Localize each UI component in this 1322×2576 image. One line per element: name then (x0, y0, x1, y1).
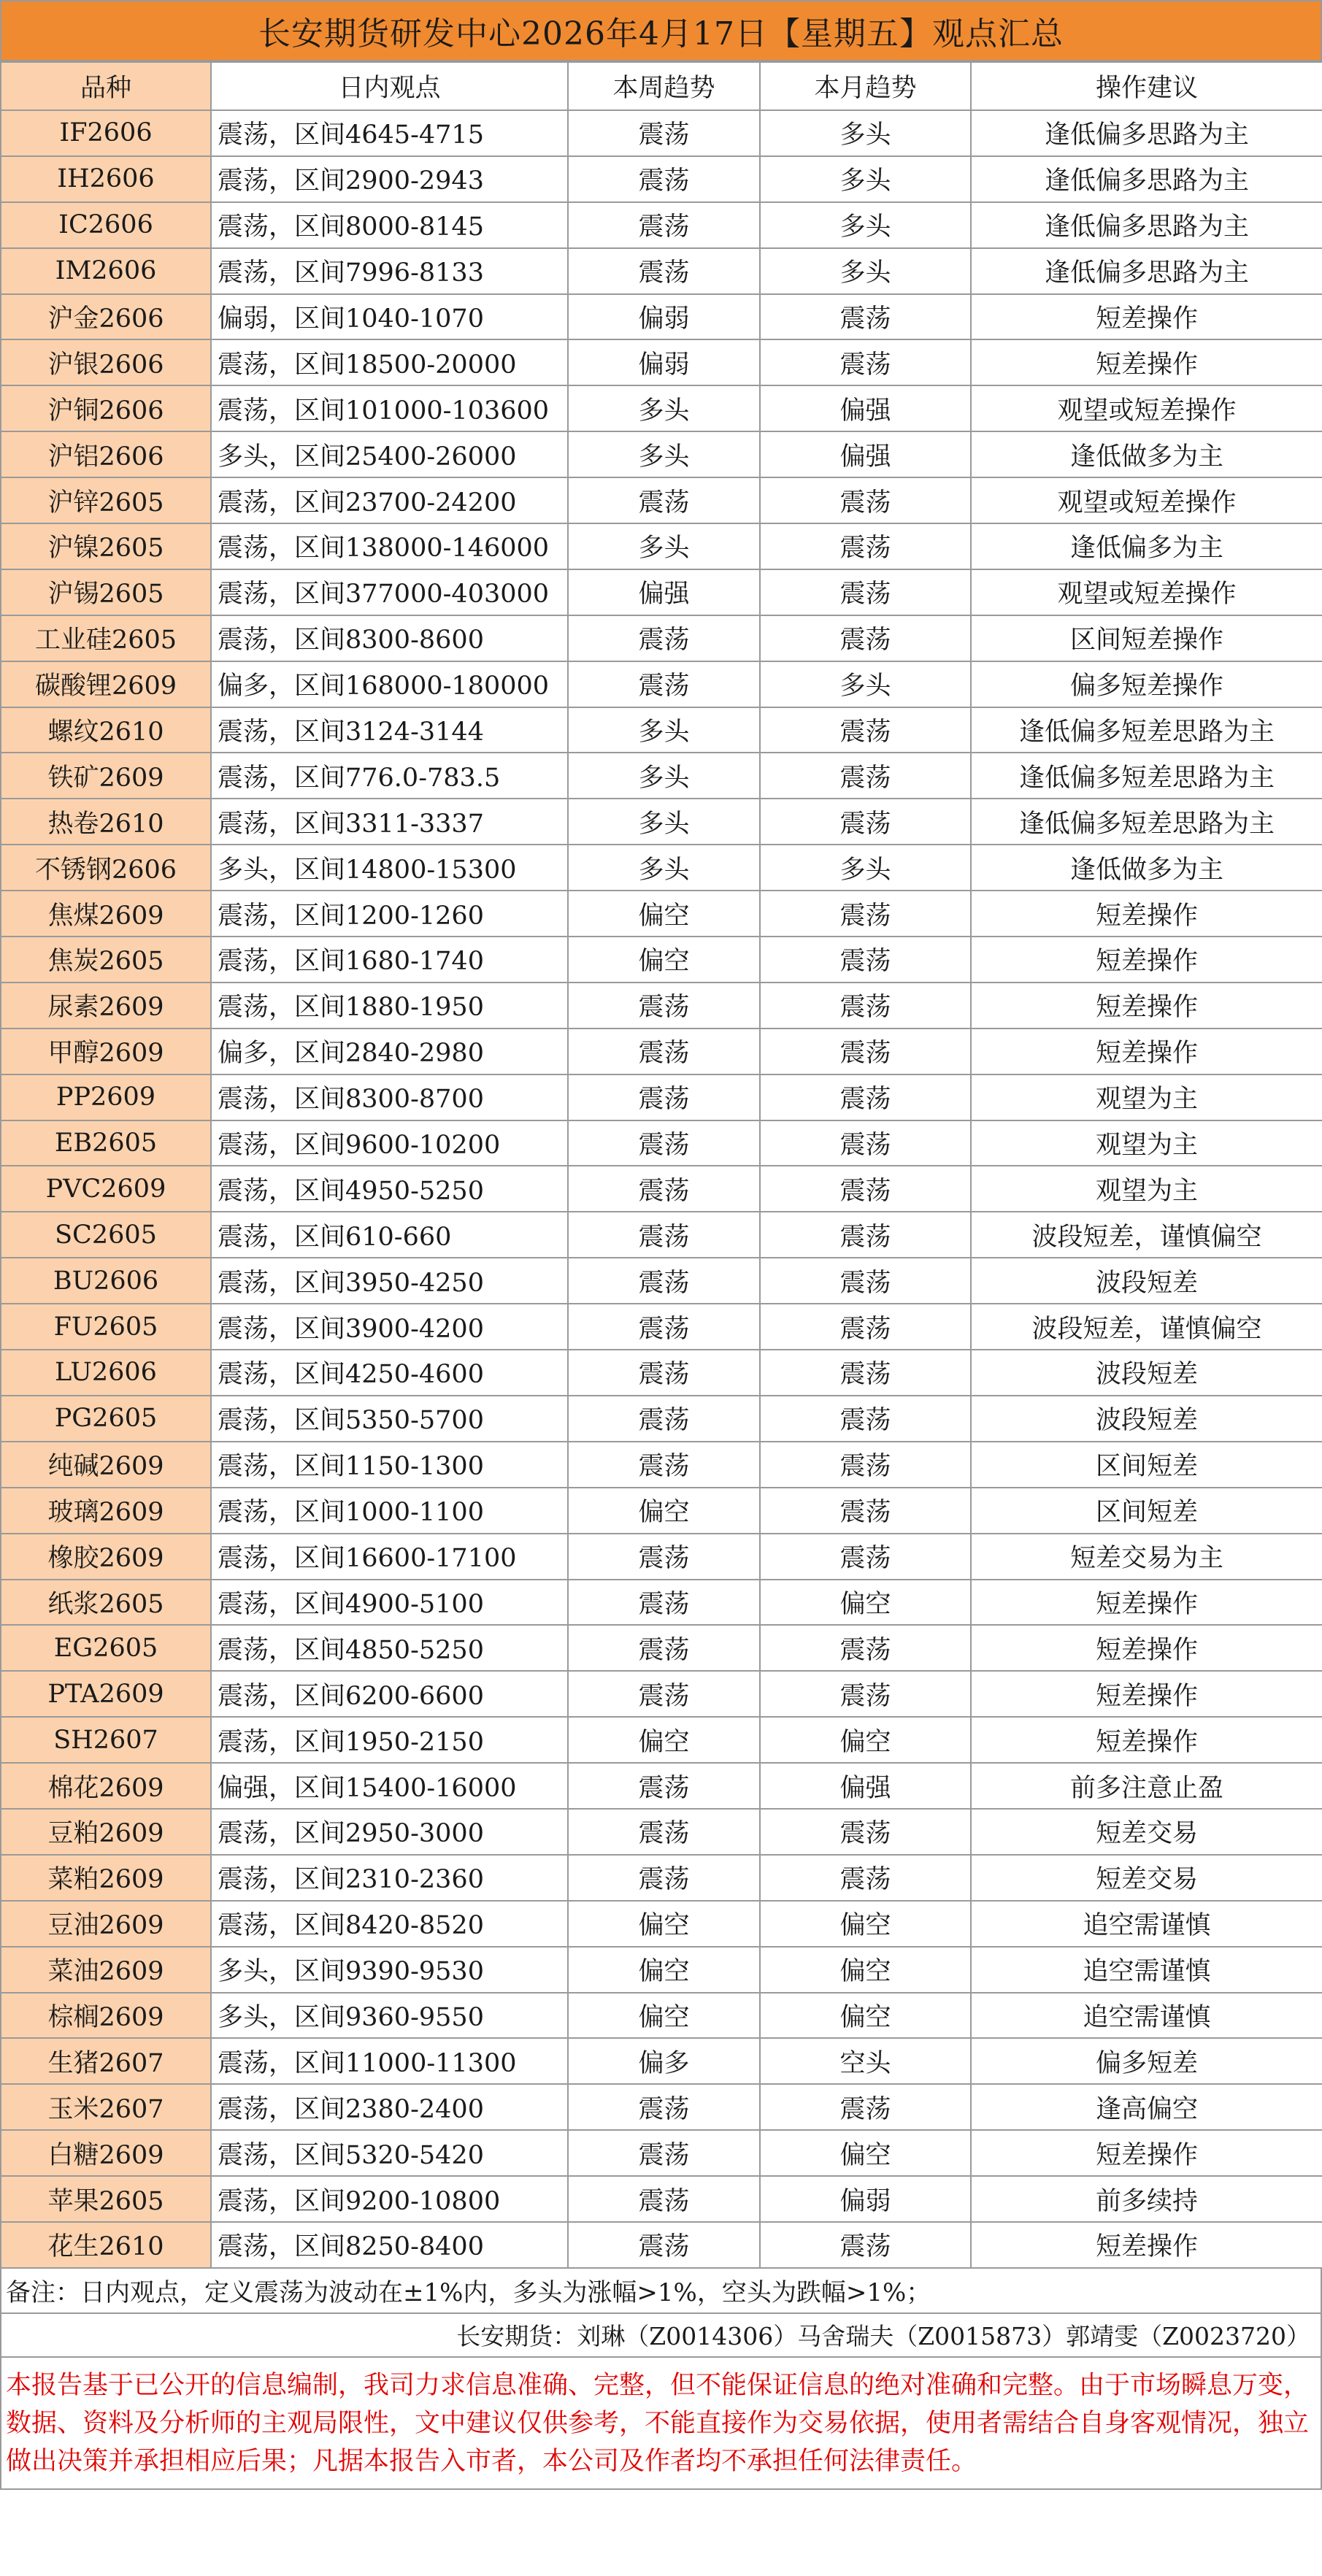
monthly-trend-cell: 震荡 (760, 1074, 971, 1120)
weekly-trend-cell: 偏空 (568, 1993, 760, 2039)
header-advice: 操作建议 (971, 62, 1322, 110)
table-row (1, 615, 1322, 661)
monthly-trend-cell: 偏空 (760, 1580, 971, 1626)
table-row (1, 569, 1322, 615)
product-cell: EG2605 (1, 1625, 211, 1671)
product-cell: 苹果2605 (1, 2176, 211, 2222)
weekly-trend-cell: 偏弱 (568, 294, 760, 340)
table-row (1, 937, 1322, 983)
intraday-view-cell: 震荡，区间23700-24200 (211, 477, 568, 523)
weekly-trend-cell: 震荡 (568, 2084, 760, 2130)
intraday-view-cell: 震荡，区间11000-11300 (211, 2038, 568, 2084)
weekly-trend-cell: 偏空 (568, 1488, 760, 1534)
weekly-trend-cell: 多头 (568, 845, 760, 891)
table-row (1, 110, 1322, 156)
product-cell: FU2605 (1, 1304, 211, 1350)
advice-cell: 观望或短差操作 (971, 385, 1322, 431)
advice-cell: 逢低偏多为主 (971, 523, 1322, 569)
table-row (1, 1442, 1322, 1488)
table-row (1, 2176, 1322, 2222)
advice-cell: 波段短差，谨慎偏空 (971, 1304, 1322, 1350)
intraday-view-cell: 震荡，区间3124-3144 (211, 707, 568, 753)
intraday-view-cell: 震荡，区间1880-1950 (211, 983, 568, 1029)
intraday-view-cell: 震荡，区间7996-8133 (211, 248, 568, 294)
product-cell: 焦炭2605 (1, 937, 211, 983)
product-cell: 豆粕2609 (1, 1809, 211, 1855)
advice-cell: 逢低做多为主 (971, 845, 1322, 891)
monthly-trend-cell: 偏强 (760, 1763, 971, 1809)
table-row (1, 2038, 1322, 2084)
weekly-trend-cell: 震荡 (568, 1534, 760, 1580)
product-cell: 沪铝2606 (1, 431, 211, 477)
product-cell: 豆油2609 (1, 1901, 211, 1947)
weekly-trend-cell: 震荡 (568, 1763, 760, 1809)
header-row (1, 62, 1322, 110)
monthly-trend-cell: 震荡 (760, 2222, 971, 2268)
table-row (1, 1947, 1322, 1993)
intraday-view-cell: 震荡，区间9600-10200 (211, 1120, 568, 1166)
weekly-trend-cell: 偏空 (568, 937, 760, 983)
advice-cell: 逢低偏多思路为主 (971, 110, 1322, 156)
table-row (1, 385, 1322, 431)
table-row (1, 983, 1322, 1029)
monthly-trend-cell: 震荡 (760, 1442, 971, 1488)
intraday-view-cell: 震荡，区间3900-4200 (211, 1304, 568, 1350)
weekly-trend-cell: 偏空 (568, 1717, 760, 1763)
intraday-view-cell: 震荡，区间8300-8700 (211, 1074, 568, 1120)
monthly-trend-cell: 震荡 (760, 1534, 971, 1580)
table-row (1, 1488, 1322, 1534)
advice-cell: 短差操作 (971, 983, 1322, 1029)
monthly-trend-cell: 偏空 (760, 1901, 971, 1947)
table-row (1, 1212, 1322, 1258)
product-cell: 沪镍2605 (1, 523, 211, 569)
weekly-trend-cell: 震荡 (568, 110, 760, 156)
product-cell: IC2606 (1, 202, 211, 248)
weekly-trend-cell: 偏空 (568, 1947, 760, 1993)
advice-cell: 逢低偏多思路为主 (971, 202, 1322, 248)
monthly-trend-cell: 震荡 (760, 753, 971, 799)
intraday-view-cell: 震荡，区间3950-4250 (211, 1258, 568, 1304)
product-cell: 铁矿2609 (1, 753, 211, 799)
advice-cell: 逢低做多为主 (971, 431, 1322, 477)
monthly-trend-cell: 震荡 (760, 1809, 971, 1855)
advice-cell: 短差操作 (971, 1717, 1322, 1763)
product-cell: 不锈钢2606 (1, 845, 211, 891)
table-row (1, 1671, 1322, 1717)
product-cell: IF2606 (1, 110, 211, 156)
product-cell: 菜粕2609 (1, 1855, 211, 1901)
product-cell: 螺纹2610 (1, 707, 211, 753)
monthly-trend-cell: 多头 (760, 845, 971, 891)
weekly-trend-cell: 震荡 (568, 1166, 760, 1212)
table-row (1, 1396, 1322, 1442)
intraday-view-cell: 偏多，区间168000-180000 (211, 661, 568, 707)
advice-cell: 区间短差 (971, 1488, 1322, 1534)
monthly-trend-cell: 震荡 (760, 294, 971, 340)
product-cell: IH2606 (1, 156, 211, 202)
table-row (1, 707, 1322, 753)
weekly-trend-cell: 震荡 (568, 615, 760, 661)
monthly-trend-cell: 震荡 (760, 339, 971, 385)
advice-cell: 短差操作 (971, 1671, 1322, 1717)
weekly-trend-cell: 震荡 (568, 1350, 760, 1396)
advice-cell: 区间短差操作 (971, 615, 1322, 661)
intraday-view-cell: 震荡，区间1150-1300 (211, 1442, 568, 1488)
intraday-view-cell: 震荡，区间16600-17100 (211, 1534, 568, 1580)
monthly-trend-cell: 多头 (760, 156, 971, 202)
intraday-view-cell: 震荡，区间18500-20000 (211, 339, 568, 385)
table-row (1, 1258, 1322, 1304)
product-cell: 白糖2609 (1, 2130, 211, 2176)
table-row (1, 1809, 1322, 1855)
weekly-trend-cell: 震荡 (568, 2222, 760, 2268)
weekly-trend-cell: 震荡 (568, 2176, 760, 2222)
intraday-view-cell: 震荡，区间5350-5700 (211, 1396, 568, 1442)
weekly-trend-cell: 震荡 (568, 156, 760, 202)
advice-cell: 波段短差 (971, 1350, 1322, 1396)
weekly-trend-cell: 偏空 (568, 891, 760, 937)
intraday-view-cell: 震荡，区间2950-3000 (211, 1809, 568, 1855)
table-row (1, 294, 1322, 340)
monthly-trend-cell: 偏弱 (760, 2176, 971, 2222)
product-cell: SC2605 (1, 1212, 211, 1258)
advice-cell: 短差操作 (971, 937, 1322, 983)
weekly-trend-cell: 震荡 (568, 1304, 760, 1350)
weekly-trend-cell: 多头 (568, 385, 760, 431)
advice-cell: 短差交易 (971, 1809, 1322, 1855)
intraday-view-cell: 震荡，区间8000-8145 (211, 202, 568, 248)
advice-cell: 偏多短差 (971, 2038, 1322, 2084)
weekly-trend-cell: 震荡 (568, 248, 760, 294)
weekly-trend-cell: 震荡 (568, 1809, 760, 1855)
product-cell: 菜油2609 (1, 1947, 211, 1993)
advice-cell: 偏多短差操作 (971, 661, 1322, 707)
table-row (1, 2084, 1322, 2130)
product-cell: 花生2610 (1, 2222, 211, 2268)
intraday-view-cell: 震荡，区间4900-5100 (211, 1580, 568, 1626)
product-cell: 纯碱2609 (1, 1442, 211, 1488)
product-cell: BU2606 (1, 1258, 211, 1304)
weekly-trend-cell: 震荡 (568, 202, 760, 248)
product-cell: PVC2609 (1, 1166, 211, 1212)
weekly-trend-cell: 偏空 (568, 1901, 760, 1947)
advice-cell: 观望为主 (971, 1074, 1322, 1120)
table-row (1, 1120, 1322, 1166)
advice-cell: 追空需谨慎 (971, 1901, 1322, 1947)
weekly-trend-cell: 震荡 (568, 1442, 760, 1488)
monthly-trend-cell: 震荡 (760, 1304, 971, 1350)
intraday-view-cell: 震荡，区间8300-8600 (211, 615, 568, 661)
advice-cell: 短差操作 (971, 2222, 1322, 2268)
product-cell: PP2609 (1, 1074, 211, 1120)
weekly-trend-cell: 震荡 (568, 2130, 760, 2176)
intraday-view-cell: 震荡，区间4645-4715 (211, 110, 568, 156)
table-row (1, 845, 1322, 891)
disclaimer: 本报告基于已公开的信息编制，我司力求信息准确、完整，但不能保证信息的绝对准确和完整。由于市场瞬息万变，数据、资料及分析师的主观局限性，文中建议仅供参考，不能直接作为交易依据，使用者需结合自身客观情况，独立做出决策并承担相应后果；凡据本报告入市者，本公司及作者均不承担任何法律责任。 (0, 2358, 1322, 2490)
monthly-trend-cell: 震荡 (760, 707, 971, 753)
intraday-view-cell: 偏强，区间15400-16000 (211, 1763, 568, 1809)
table-row (1, 1717, 1322, 1763)
advice-cell: 追空需谨慎 (971, 1993, 1322, 2039)
product-cell: 沪铜2606 (1, 385, 211, 431)
table-row (1, 523, 1322, 569)
product-cell: 沪银2606 (1, 339, 211, 385)
table-row (1, 202, 1322, 248)
product-cell: 热卷2610 (1, 799, 211, 845)
advice-cell: 短差操作 (971, 294, 1322, 340)
product-cell: 生猪2607 (1, 2038, 211, 2084)
table-row (1, 339, 1322, 385)
weekly-trend-cell: 偏弱 (568, 339, 760, 385)
intraday-view-cell: 震荡，区间4250-4600 (211, 1350, 568, 1396)
advice-cell: 短差操作 (971, 1580, 1322, 1626)
advice-cell: 波段短差 (971, 1396, 1322, 1442)
header-intraday: 日内观点 (211, 62, 568, 110)
intraday-view-cell: 震荡，区间1680-1740 (211, 937, 568, 983)
intraday-view-cell: 震荡，区间101000-103600 (211, 385, 568, 431)
intraday-view-cell: 震荡，区间377000-403000 (211, 569, 568, 615)
table-row (1, 753, 1322, 799)
weekly-trend-cell: 偏多 (568, 2038, 760, 2084)
intraday-view-cell: 震荡，区间610-660 (211, 1212, 568, 1258)
advice-cell: 波段短差 (971, 1258, 1322, 1304)
advice-cell: 逢低偏多思路为主 (971, 156, 1322, 202)
table-row (1, 2222, 1322, 2268)
advice-cell: 短差操作 (971, 339, 1322, 385)
advice-cell: 短差交易 (971, 1855, 1322, 1901)
product-cell: 纸浆2605 (1, 1580, 211, 1626)
table-row (1, 1029, 1322, 1074)
advice-cell: 区间短差 (971, 1442, 1322, 1488)
product-cell: 焦煤2609 (1, 891, 211, 937)
table-row (1, 1855, 1322, 1901)
monthly-trend-cell: 多头 (760, 248, 971, 294)
table-row (1, 1763, 1322, 1809)
monthly-trend-cell: 震荡 (760, 937, 971, 983)
product-cell: SH2607 (1, 1717, 211, 1763)
product-cell: 橡胶2609 (1, 1534, 211, 1580)
weekly-trend-cell: 多头 (568, 753, 760, 799)
weekly-trend-cell: 震荡 (568, 1396, 760, 1442)
monthly-trend-cell: 震荡 (760, 1855, 971, 1901)
advice-cell: 短差操作 (971, 1029, 1322, 1074)
intraday-view-cell: 多头，区间25400-26000 (211, 431, 568, 477)
product-cell: PG2605 (1, 1396, 211, 1442)
monthly-trend-cell: 震荡 (760, 891, 971, 937)
product-cell: PTA2609 (1, 1671, 211, 1717)
intraday-view-cell: 震荡，区间3311-3337 (211, 799, 568, 845)
table-row (1, 1993, 1322, 2039)
monthly-trend-cell: 震荡 (760, 1029, 971, 1074)
monthly-trend-cell: 多头 (760, 202, 971, 248)
intraday-view-cell: 偏多，区间2840-2980 (211, 1029, 568, 1074)
monthly-trend-cell: 偏空 (760, 1947, 971, 1993)
intraday-view-cell: 震荡，区间138000-146000 (211, 523, 568, 569)
product-cell: 碳酸锂2609 (1, 661, 211, 707)
advice-cell: 观望或短差操作 (971, 477, 1322, 523)
weekly-trend-cell: 震荡 (568, 983, 760, 1029)
table-body (1, 110, 1322, 2268)
advice-cell: 逢高偏空 (971, 2084, 1322, 2130)
product-cell: IM2606 (1, 248, 211, 294)
advice-cell: 观望为主 (971, 1166, 1322, 1212)
table-row (1, 156, 1322, 202)
product-cell: 沪锡2605 (1, 569, 211, 615)
advice-cell: 短差交易为主 (971, 1534, 1322, 1580)
table-row (1, 477, 1322, 523)
product-cell: 棉花2609 (1, 1763, 211, 1809)
note: 备注：日内观点，定义震荡为波动在±1%内，多头为涨幅>1%，空头为跌幅>1%； (0, 2269, 1322, 2314)
table-row (1, 799, 1322, 845)
intraday-view-cell: 震荡，区间2900-2943 (211, 156, 568, 202)
weekly-trend-cell: 震荡 (568, 477, 760, 523)
monthly-trend-cell: 震荡 (760, 1258, 971, 1304)
intraday-view-cell: 偏弱，区间1040-1070 (211, 294, 568, 340)
intraday-view-cell: 震荡，区间776.0-783.5 (211, 753, 568, 799)
monthly-trend-cell: 震荡 (760, 1166, 971, 1212)
monthly-trend-cell: 震荡 (760, 523, 971, 569)
intraday-view-cell: 震荡，区间2310-2360 (211, 1855, 568, 1901)
report-title: 长安期货研发中心2026年4月17日【星期五】观点汇总 (0, 0, 1322, 61)
authors: 长安期货：刘琳（Z0014306）马舍瑞夫（Z0015873）郭靖雯（Z0023720） (0, 2314, 1322, 2358)
weekly-trend-cell: 多头 (568, 523, 760, 569)
monthly-trend-cell: 震荡 (760, 615, 971, 661)
product-cell: 沪锌2605 (1, 477, 211, 523)
advice-cell: 前多续持 (971, 2176, 1322, 2222)
monthly-trend-cell: 震荡 (760, 1120, 971, 1166)
weekly-trend-cell: 多头 (568, 799, 760, 845)
header-product: 品种 (1, 62, 211, 110)
monthly-trend-cell: 空头 (760, 2038, 971, 2084)
monthly-trend-cell: 偏空 (760, 2130, 971, 2176)
intraday-view-cell: 震荡，区间9200-10800 (211, 2176, 568, 2222)
monthly-trend-cell: 震荡 (760, 1212, 971, 1258)
product-cell: 工业硅2605 (1, 615, 211, 661)
table-row (1, 248, 1322, 294)
monthly-trend-cell: 震荡 (760, 1488, 971, 1534)
weekly-trend-cell: 震荡 (568, 1671, 760, 1717)
weekly-trend-cell: 震荡 (568, 1258, 760, 1304)
table-row (1, 1074, 1322, 1120)
intraday-view-cell: 多头，区间9360-9550 (211, 1993, 568, 2039)
advice-cell: 追空需谨慎 (971, 1947, 1322, 1993)
intraday-view-cell: 震荡，区间5320-5420 (211, 2130, 568, 2176)
intraday-view-cell: 多头，区间14800-15300 (211, 845, 568, 891)
weekly-trend-cell: 偏强 (568, 569, 760, 615)
product-cell: EB2605 (1, 1120, 211, 1166)
monthly-trend-cell: 震荡 (760, 1350, 971, 1396)
table-row (1, 1534, 1322, 1580)
intraday-view-cell: 震荡，区间8420-8520 (211, 1901, 568, 1947)
monthly-trend-cell: 偏空 (760, 1993, 971, 2039)
product-cell: 甲醇2609 (1, 1029, 211, 1074)
advice-cell: 逢低偏多短差思路为主 (971, 753, 1322, 799)
intraday-view-cell: 震荡，区间6200-6600 (211, 1671, 568, 1717)
header-monthly-trend: 本月趋势 (760, 62, 971, 110)
table-row (1, 2130, 1322, 2176)
monthly-trend-cell: 震荡 (760, 983, 971, 1029)
table-row (1, 1625, 1322, 1671)
advice-cell: 短差操作 (971, 1625, 1322, 1671)
intraday-view-cell: 震荡，区间4850-5250 (211, 1625, 568, 1671)
header-weekly-trend: 本周趋势 (568, 62, 760, 110)
monthly-trend-cell: 震荡 (760, 1671, 971, 1717)
weekly-trend-cell: 震荡 (568, 661, 760, 707)
advice-cell: 逢低偏多短差思路为主 (971, 707, 1322, 753)
advice-cell: 逢低偏多短差思路为主 (971, 799, 1322, 845)
weekly-trend-cell: 震荡 (568, 1212, 760, 1258)
monthly-trend-cell: 震荡 (760, 477, 971, 523)
monthly-trend-cell: 偏强 (760, 385, 971, 431)
intraday-view-cell: 震荡，区间8250-8400 (211, 2222, 568, 2268)
monthly-trend-cell: 偏强 (760, 431, 971, 477)
weekly-trend-cell: 震荡 (568, 1625, 760, 1671)
weekly-trend-cell: 震荡 (568, 1074, 760, 1120)
table-row (1, 1580, 1322, 1626)
product-cell: 棕榈2609 (1, 1993, 211, 2039)
product-cell: 玉米2607 (1, 2084, 211, 2130)
weekly-trend-cell: 震荡 (568, 1120, 760, 1166)
monthly-trend-cell: 震荡 (760, 1396, 971, 1442)
table-row (1, 1901, 1322, 1947)
weekly-trend-cell: 震荡 (568, 1580, 760, 1626)
weekly-trend-cell: 多头 (568, 431, 760, 477)
table-row (1, 1304, 1322, 1350)
intraday-view-cell: 多头，区间9390-9530 (211, 1947, 568, 1993)
table-row (1, 661, 1322, 707)
monthly-trend-cell: 多头 (760, 661, 971, 707)
monthly-trend-cell: 震荡 (760, 569, 971, 615)
intraday-view-cell: 震荡，区间1950-2150 (211, 1717, 568, 1763)
advice-cell: 前多注意止盈 (971, 1763, 1322, 1809)
monthly-trend-cell: 多头 (760, 110, 971, 156)
monthly-trend-cell: 震荡 (760, 1625, 971, 1671)
table-row (1, 431, 1322, 477)
table-row (1, 1350, 1322, 1396)
product-cell: 玻璃2609 (1, 1488, 211, 1534)
product-cell: 沪金2606 (1, 294, 211, 340)
weekly-trend-cell: 震荡 (568, 1029, 760, 1074)
advice-cell: 短差操作 (971, 891, 1322, 937)
table-row (1, 891, 1322, 937)
monthly-trend-cell: 震荡 (760, 799, 971, 845)
intraday-view-cell: 震荡，区间4950-5250 (211, 1166, 568, 1212)
advice-cell: 观望或短差操作 (971, 569, 1322, 615)
monthly-trend-cell: 震荡 (760, 2084, 971, 2130)
weekly-trend-cell: 多头 (568, 707, 760, 753)
table-row (1, 1166, 1322, 1212)
advice-cell: 观望为主 (971, 1120, 1322, 1166)
advice-cell: 逢低偏多思路为主 (971, 248, 1322, 294)
intraday-view-cell: 震荡，区间2380-2400 (211, 2084, 568, 2130)
monthly-trend-cell: 偏空 (760, 1717, 971, 1763)
intraday-view-cell: 震荡，区间1200-1260 (211, 891, 568, 937)
product-cell: 尿素2609 (1, 983, 211, 1029)
intraday-view-cell: 震荡，区间1000-1100 (211, 1488, 568, 1534)
product-cell: LU2606 (1, 1350, 211, 1396)
advice-cell: 波段短差，谨慎偏空 (971, 1212, 1322, 1258)
views-table (0, 61, 1322, 2269)
weekly-trend-cell: 震荡 (568, 1855, 760, 1901)
advice-cell: 短差操作 (971, 2130, 1322, 2176)
